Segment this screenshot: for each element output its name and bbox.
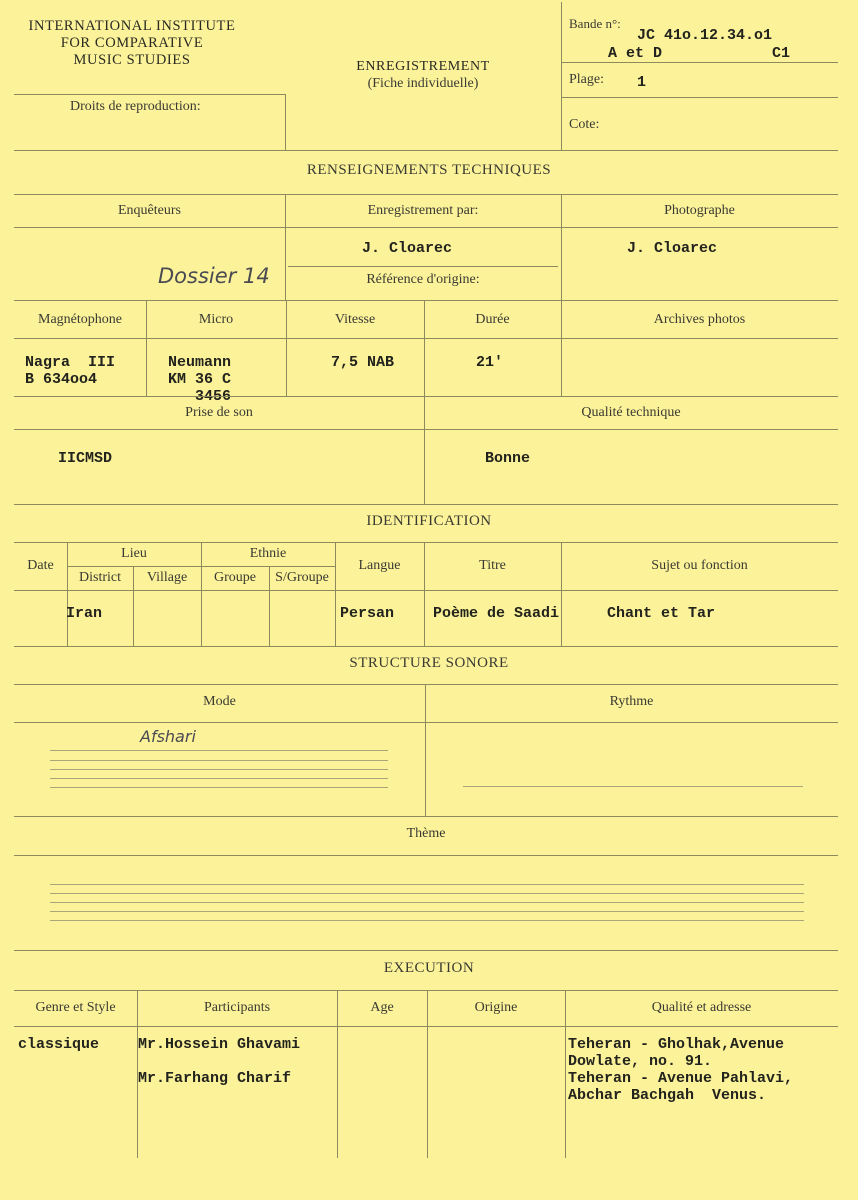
rule [14,227,838,228]
date-label: Date [27,558,54,573]
rule [50,893,804,894]
tech-section-title: RENSEIGNEMENTS TECHNIQUES [306,162,552,178]
rule [14,429,838,430]
rule [14,542,838,543]
rule [14,590,838,591]
district-value: Iran [66,605,103,622]
form-title: ENREGISTREMENT [356,59,490,74]
rule [14,396,838,397]
sujet-label: Sujet ou fonction [651,558,748,573]
rule [50,750,388,751]
district-label: District [79,570,121,585]
langue-value: Persan [340,605,395,622]
enregistrement-value: J. Cloarec [362,240,453,257]
origine-label: Origine [474,1000,518,1015]
dossier-handwritten-note: Dossier 14 [158,264,270,288]
rule [424,396,425,504]
rule [14,338,838,339]
rule [50,911,804,912]
institute-line-2: FOR COMPARATIVE [60,35,204,51]
rule [50,884,804,885]
participant-1-value: Mr.Hossein Ghavami [138,1036,301,1053]
institute-line-1: INTERNATIONAL INSTITUTE [28,18,236,34]
rythme-label: Rythme [609,694,654,709]
photographe-label: Photographe [664,203,735,218]
form-subtitle: (Fiche individuelle) [367,76,479,91]
enqueteurs-label: Enquêteurs [118,203,181,218]
magneto-label: Magnétophone [38,312,122,327]
rule [14,94,285,95]
rule [14,816,838,817]
vitesse-value: 7,5 NAB [331,354,395,371]
rule [285,94,286,150]
titre-value: Poème de Saadi [433,605,560,622]
rule [14,646,838,647]
genre-value: classique [18,1036,100,1053]
rule [14,722,838,723]
sujet-value: Chant et Tar [607,605,716,622]
rule [50,769,388,770]
institute-name [6,18,258,69]
bande-sides: A et D [608,45,663,62]
participant-2-value: Mr.Farhang Charif [138,1070,292,1087]
plage-label: Plage: [569,72,604,87]
rule [288,266,558,267]
rule [67,566,335,567]
participants-label: Participants [203,1000,271,1015]
droits-label: Droits de reproduction: [70,99,201,114]
sgroupe-label: S/Groupe [275,570,329,585]
bande-c1: C1 [772,45,791,62]
groupe-label: Groupe [214,570,256,585]
rule [14,950,838,951]
genre-label: Genre et Style [35,1000,116,1015]
micro-label: Micro [198,312,234,327]
village-label: Village [146,570,188,585]
rule [463,786,803,787]
duree-label: Durée [475,312,510,327]
archives-label: Archives photos [653,312,746,327]
mode-handwritten-value: Afshari [140,727,196,746]
theme-label: Thème [406,826,446,841]
rule [50,920,804,921]
age-label: Age [370,1000,394,1015]
rule [14,855,838,856]
execution-section-title: EXECUTION [383,960,475,976]
photographe-value: J. Cloarec [627,240,718,257]
rule [14,504,838,505]
langue-label: Langue [358,558,401,573]
qualite-value: Bonne [485,450,531,467]
titre-label: Titre [479,558,506,573]
rule [14,1026,838,1027]
micro-value: Neumann KM 36 C 3456 [168,354,232,405]
rule [50,778,388,779]
prise-value: IICMSD [58,450,113,467]
ethnie-label: Ethnie [249,546,287,561]
lieu-label: Lieu [121,546,147,561]
bande-label: Bande n°: [569,16,621,31]
identification-section-title: IDENTIFICATION [366,513,492,529]
rule [561,97,838,98]
prise-label: Prise de son [185,405,253,420]
rule [561,2,562,150]
adresse-label: Qualité et adresse [651,1000,752,1015]
rule [50,902,804,903]
rule [561,62,838,63]
rule [14,684,838,685]
reference-label: Référence d'origine: [366,272,480,287]
vitesse-label: Vitesse [334,312,376,327]
enregistrement-label: Enregistrement par: [367,203,479,218]
rule [14,194,838,195]
qualite-label: Qualité technique [581,405,681,420]
rule [50,787,388,788]
rule [50,760,388,761]
cote-label: Cote: [569,117,600,132]
mode-label: Mode [203,694,236,709]
rule [14,150,838,151]
institute-line-3: MUSIC STUDIES [73,52,191,68]
plage-value: 1 [637,74,647,91]
rule [14,300,838,301]
bande-number: JC 41o.12.34.o1 [637,27,773,44]
structure-section-title: STRUCTURE SONORE [349,655,509,671]
duree-value: 21' [476,354,504,371]
magneto-value: Nagra III B 634oo4 [25,354,116,388]
adresse-value: Teheran - Gholhak,Avenue Dowlate, no. 91. Teheran - Avenue Pahlavi, Abchar Bachgah Venus. [568,1036,794,1104]
